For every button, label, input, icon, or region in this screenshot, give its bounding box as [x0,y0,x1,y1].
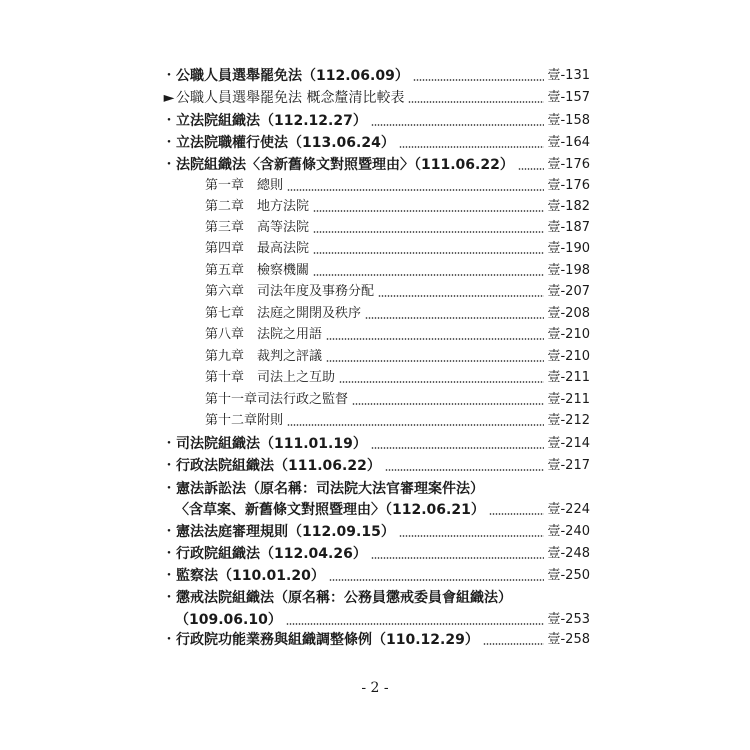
dot-leader [286,623,545,625]
toc-page-number: 壹-190 [547,241,590,256]
toc-page-number: 壹-176 [547,157,590,172]
toc-title: 總則 [257,178,284,193]
toc-chapter-number: 第六章 [205,284,245,299]
toc-title: 法院組織法〈含新舊條文對照暨理由〉（111.06.22） [176,157,514,173]
toc-chapter-number: 第三章 [205,220,245,235]
toc-page-number: 壹-210 [547,327,590,342]
dot-leader [378,295,544,297]
toc-chapter-number: 第八章 [205,327,245,342]
toc-title: 行政法院組織法（111.06.22） [176,458,381,474]
toc-page-number: 壹-198 [547,263,590,278]
toc-chapter-entry [205,215,590,237]
toc-title: 最高法院 [257,241,310,256]
toc-title: 立法院職權行使法（113.06.24） [176,135,395,151]
page-number: - 2 - [361,680,389,696]
toc-chapter-entry [205,236,590,258]
toc-page-number: 壹-224 [547,502,590,517]
toc-title: 立法院組織法（112.12.27） [176,113,367,129]
dot-leader [313,231,544,233]
toc-title: 法院之用語 [257,327,323,342]
toc-title: （109.06.10） [175,612,282,628]
dot-leader [518,168,545,170]
toc-title: 檢察機關 [257,263,310,278]
toc-page-number: 壹-176 [547,178,590,193]
toc-page-number: 壹-208 [547,306,590,321]
bullet-icon: ・ [162,113,176,129]
toc-title: 高等法院 [257,220,310,235]
toc-entry [162,519,590,541]
toc-chapter-entry [205,258,590,280]
toc-title: 司法上之互助 [257,370,336,385]
dot-leader [483,643,545,645]
dot-leader [365,317,544,319]
toc-title: 法庭之開閉及秩序 [257,306,362,321]
toc-entry [175,497,590,519]
arrow-bullet-icon: ► [163,90,175,106]
toc-title: 行政院組織法（112.04.26） [176,546,367,562]
toc-page-number: 壹-211 [547,392,590,407]
toc-chapter-entry [205,387,590,409]
toc-page-number: 壹-250 [547,568,590,583]
dot-leader [313,210,544,212]
bullet-icon: ・ [162,590,176,606]
toc-entry [162,63,590,85]
bullet-icon: ・ [162,546,176,562]
toc-entry [162,152,590,174]
dot-leader [489,513,545,515]
toc-title: 司法院組織法（111.01.19） [176,436,367,452]
toc-title: 憲法法庭審理規則（112.09.15） [176,524,395,540]
dot-leader [385,469,545,471]
toc-page-number: 壹-207 [547,284,590,299]
toc-chapter-entry [205,408,590,430]
bullet-icon: ・ [162,135,176,151]
toc-page-number: 壹-214 [547,436,590,451]
toc-entry [162,585,590,607]
dot-leader [399,146,545,148]
toc-page-number: 壹-131 [547,68,590,83]
bullet-icon: ・ [162,568,176,584]
dot-leader [287,189,544,191]
dot-leader [408,101,544,103]
toc-title: 公職人員選舉罷免法（112.06.09） [176,68,409,84]
bullet-icon: ・ [162,436,176,452]
bullet-icon: ・ [162,481,176,497]
toc-chapter-number: 第一章 [205,178,245,193]
toc-title: 司法年度及事務分配 [257,284,375,299]
toc-title: 地方法院 [257,199,310,214]
toc-entry [162,476,590,498]
toc-entry [162,431,590,453]
toc-chapter-entry [205,344,590,366]
bullet-icon: ・ [162,458,176,474]
toc-entry [162,108,590,130]
toc-page-number: 壹-240 [547,524,590,539]
toc-chapter-entry [205,365,590,387]
bullet-icon: ・ [162,68,176,84]
dot-leader [329,579,545,581]
toc-chapter-number: 第五章 [205,263,245,278]
toc-page-number: 壹-212 [547,413,590,428]
dot-leader [326,360,544,362]
toc-chapter-entry [205,322,590,344]
toc-entry [162,541,590,563]
toc-title: 憲法訴訟法（原名稱：司法院大法官審理案件法） [176,481,484,497]
toc-page-number: 壹-258 [547,632,590,647]
toc-page-number: 壹-187 [547,220,590,235]
dot-leader [413,79,545,81]
toc-chapter-entry [205,173,590,195]
toc-page-number: 壹-211 [547,370,590,385]
dot-leader [339,381,544,383]
dot-leader [287,424,544,426]
toc-page-number: 壹-182 [547,199,590,214]
toc-page-number: 壹-248 [547,546,590,561]
toc-entry [175,607,590,629]
dot-leader [313,252,544,254]
toc-page-number: 壹-157 [547,90,590,105]
toc-entry [162,563,590,585]
toc-chapter-entry [205,301,590,323]
toc-title: 〈含草案、新舊條文對照暨理由〉（112.06.21） [175,502,485,518]
toc-chapter-number: 第九章 [205,349,245,364]
toc-chapter-number: 第十一章 [205,392,258,407]
toc-chapter-number: 第二章 [205,199,245,214]
bullet-icon: ・ [162,632,176,648]
dot-leader [313,274,544,276]
toc-entry [162,130,590,152]
dot-leader [399,535,545,537]
toc-entry [162,453,590,475]
toc-title: 行政院功能業務與組織調整條例（110.12.29） [176,632,479,648]
toc-chapter-number: 第四章 [205,241,245,256]
toc-title: 裁判之評議 [257,349,323,364]
toc-page-number: 壹-210 [547,349,590,364]
toc-page-number: 壹-158 [547,113,590,128]
bullet-icon: ・ [162,524,176,540]
toc-title: 公職人員選舉罷免法 概念釐清比較表 [176,90,405,106]
dot-leader [371,557,545,559]
toc-page-number: 壹-164 [547,135,590,150]
dot-leader [326,338,544,340]
toc-chapter-number: 第十二章 [205,413,258,428]
dot-leader [371,447,545,449]
toc-title: 監察法（110.01.20） [176,568,325,584]
toc-page-number: 壹-217 [547,458,590,473]
dot-leader [352,403,544,405]
dot-leader [371,124,545,126]
toc-chapter-number: 第十章 [205,370,245,385]
bullet-icon: ・ [162,157,176,173]
toc-chapter-entry [205,194,590,216]
toc-entry [162,85,590,107]
toc-title: 懲戒法院組織法（原名稱：公務員懲戒委員會組織法） [176,590,512,606]
toc-chapter-entry [205,279,590,301]
toc-title: 司法行政之監督 [257,392,349,407]
toc-title: 附則 [257,413,284,428]
toc-page-number: 壹-253 [547,612,590,627]
toc-entry [162,627,590,649]
toc-chapter-number: 第七章 [205,306,245,321]
